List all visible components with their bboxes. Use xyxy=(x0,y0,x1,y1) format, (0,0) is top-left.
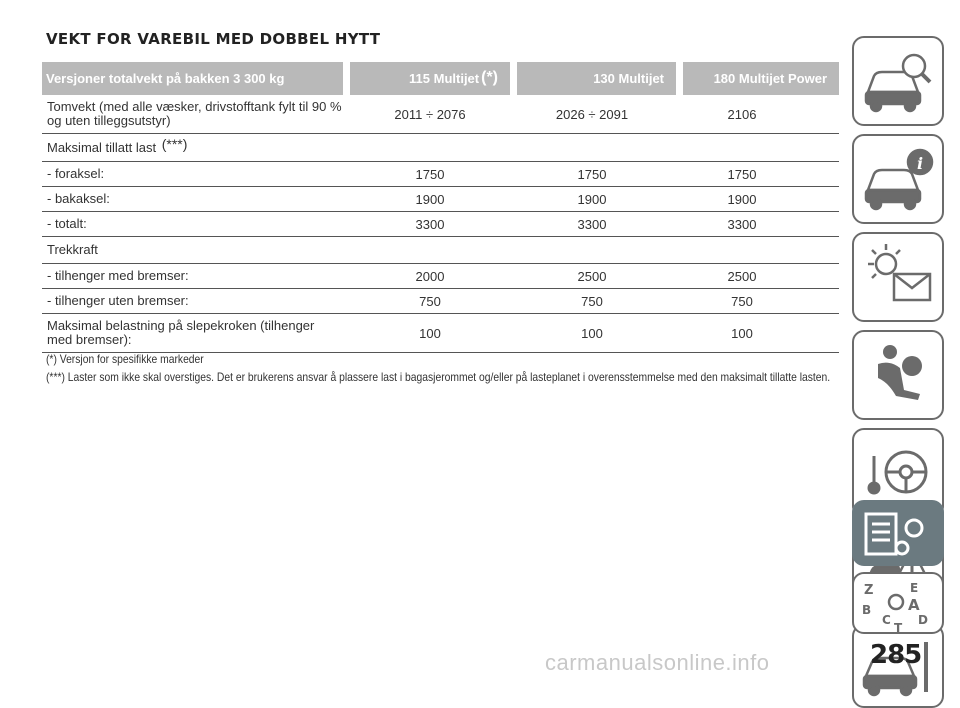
weights-table xyxy=(42,62,839,353)
cell-value: 2026 ÷ 2091 xyxy=(555,106,629,122)
row-label: Maksimal belastning på slepekroken (tilhenger med bremser): xyxy=(47,318,315,347)
specs-gear-icon[interactable] xyxy=(852,500,944,566)
cell-value: 750 xyxy=(419,293,441,309)
footnotes xyxy=(46,352,831,388)
index-letter: T xyxy=(894,621,903,632)
index-letter: C xyxy=(882,613,891,627)
row-label: Maksimal tillatt last (***) xyxy=(47,136,188,155)
footnote-marker: (***) xyxy=(161,136,188,152)
car-search-icon[interactable] xyxy=(852,36,944,126)
cell-value: 3300 xyxy=(415,216,445,232)
table-row xyxy=(42,134,839,162)
row-label: - foraksel: xyxy=(47,166,105,181)
cell-value: 2500 xyxy=(577,268,607,284)
cell-value: 100 xyxy=(581,325,603,341)
table-row xyxy=(42,212,839,237)
row-label: - tilhenger uten bremser: xyxy=(47,293,189,308)
cell-value: 1750 xyxy=(727,166,757,182)
cell-value: 1750 xyxy=(415,166,445,182)
cell-value: 2000 xyxy=(415,268,445,284)
car-info-icon[interactable] xyxy=(852,134,944,224)
alphabetical-index-icon[interactable] xyxy=(852,572,944,634)
cell-value: 1900 xyxy=(577,191,607,207)
cell-value: 750 xyxy=(581,293,603,309)
cell-value: 2011 ÷ 2076 xyxy=(394,106,466,122)
cell-value: 3300 xyxy=(727,216,757,232)
seat-airbag-icon[interactable] xyxy=(852,330,944,420)
table-row xyxy=(42,162,839,187)
row-label: Trekkraft xyxy=(47,242,98,257)
index-letter: E xyxy=(910,581,919,595)
row-label: - bakaksel: xyxy=(47,191,110,206)
header-180-multijet-power: 180 Multijet Power xyxy=(683,62,839,95)
table-row xyxy=(42,187,839,212)
watermark: carmanualsonline.info xyxy=(545,650,770,675)
index-letter: B xyxy=(862,603,872,617)
header-130-multijet: 130 Multijet xyxy=(517,62,676,95)
cell-value: 2500 xyxy=(727,268,757,284)
cell-value: 1900 xyxy=(727,191,757,207)
table-row xyxy=(42,95,839,134)
header-115-multijet: 115 Multijet (*) xyxy=(350,62,510,95)
table-header xyxy=(42,62,839,95)
cell-value: 750 xyxy=(731,293,753,309)
cell-value: 100 xyxy=(731,325,753,341)
table-row xyxy=(42,237,839,264)
table-row xyxy=(42,289,839,314)
cell-value: 1900 xyxy=(415,191,445,207)
warning-light-message-icon[interactable] xyxy=(852,232,944,322)
footnote: (*) Versjon for spesifikke markeder xyxy=(46,352,204,366)
row-label: - totalt: xyxy=(47,216,87,231)
index-letter: A xyxy=(908,596,920,614)
page-number: 285 xyxy=(870,640,922,670)
table-row xyxy=(42,314,839,353)
row-label: - tilhenger med bremser: xyxy=(47,268,189,283)
cell-value: 3300 xyxy=(577,216,607,232)
index-letter: Z xyxy=(864,583,874,598)
cell-value: 1750 xyxy=(577,166,607,182)
index-letter: D xyxy=(918,613,928,627)
page-title: VEKT FOR VAREBIL MED DOBBEL HYTT xyxy=(46,30,381,48)
header-versions: Versjoner totalvekt på bakken 3 300 kg xyxy=(42,62,343,95)
footnote: (***) Laster som ikke skal overstiges. Det er brukerens ansvar å plassere last i bagasjerommet og/eller på lasteplanet i overensstemmelse med den maksimalt tillatte lasten. xyxy=(46,370,831,384)
table-row xyxy=(42,264,839,289)
cell-value: 100 xyxy=(419,325,441,341)
cell-value: 2106 xyxy=(727,106,757,122)
row-label: Tomvekt (med alle væsker, drivstofftank fylt til 90 % og uten tilleggsutstyr) xyxy=(47,99,342,128)
footnote-marker: (*) xyxy=(481,68,498,86)
svg-text:i: i xyxy=(917,154,924,173)
